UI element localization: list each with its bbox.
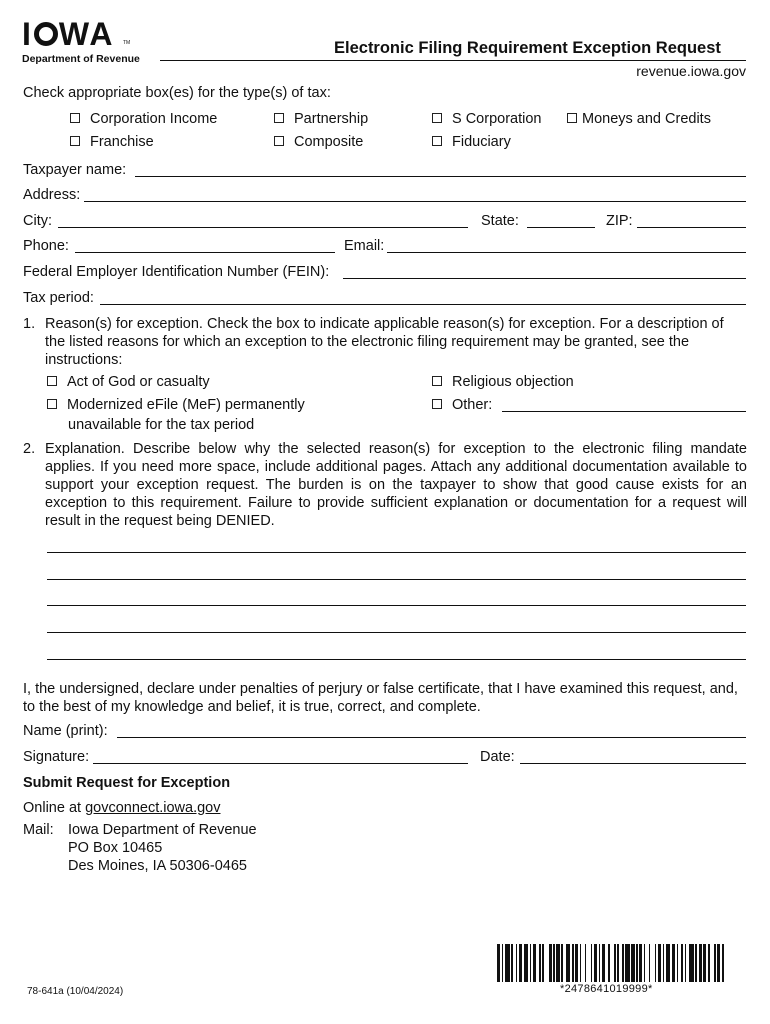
explanation-line-5[interactable]	[47, 659, 746, 660]
checkbox-act-of-god[interactable]: Act of God or casualty	[47, 375, 210, 390]
other-reason-field[interactable]	[502, 411, 746, 412]
checkbox-icon[interactable]	[70, 113, 80, 123]
checkbox-icon[interactable]	[274, 113, 284, 123]
checkbox-mef-unavailable[interactable]: Modernized eFile (MeF) permanently	[47, 398, 305, 413]
signature-field[interactable]	[93, 763, 468, 764]
city-label: City:	[23, 213, 52, 229]
mef-unavailable-line2: unavailable for the tax period	[68, 417, 255, 433]
name-print-field[interactable]	[117, 737, 746, 738]
state-field[interactable]	[527, 227, 595, 228]
explanation-line-1[interactable]	[47, 552, 746, 553]
address-field[interactable]	[84, 201, 746, 202]
checkbox-religious-objection[interactable]: Religious objection	[432, 375, 574, 390]
logo-letter-i: I	[22, 16, 33, 52]
email-field[interactable]	[387, 252, 746, 253]
checkbox-icon[interactable]	[432, 136, 442, 146]
taxpayer-name-label: Taxpayer name:	[23, 162, 127, 178]
form-number: 78-641a (10/04/2024)	[27, 986, 124, 997]
section-2-number: 2.	[23, 441, 36, 457]
header-rule	[160, 60, 746, 61]
checkbox-composite[interactable]: Composite	[274, 135, 363, 150]
department-name: Department of Revenue	[22, 53, 140, 65]
checkbox-icon[interactable]	[70, 136, 80, 146]
section-1-number: 1.	[23, 316, 36, 332]
mail-address-line-2: PO Box 10465	[68, 840, 163, 856]
checkbox-icon[interactable]	[47, 399, 57, 409]
submit-heading: Submit Request for Exception	[23, 775, 231, 791]
govconnect-link[interactable]: govconnect.iowa.gov	[85, 800, 221, 816]
explanation-line-4[interactable]	[47, 632, 746, 633]
date-field[interactable]	[520, 763, 746, 764]
zip-label: ZIP:	[606, 213, 633, 229]
date-label: Date:	[480, 749, 515, 765]
zip-field[interactable]	[637, 227, 746, 228]
city-field[interactable]	[58, 227, 468, 228]
logo-letters-wa: WA	[58, 16, 115, 52]
checkbox-icon[interactable]	[274, 136, 284, 146]
checkbox-fiduciary[interactable]: Fiduciary	[432, 135, 511, 150]
checkbox-icon[interactable]	[432, 113, 442, 123]
checkbox-icon[interactable]	[567, 113, 577, 123]
checkbox-moneys-and-credits[interactable]: Moneys and Credits	[567, 112, 711, 127]
fein-field[interactable]	[343, 278, 746, 279]
taxpayer-name-field[interactable]	[135, 176, 746, 177]
website: revenue.iowa.gov	[636, 63, 746, 79]
section-1-text: Reason(s) for exception. Check the box to indicate applicable reason(s) for exception. For a description of the listed reasons for which an exception to the electronic filing requirement may be granted, see the instructions:	[45, 316, 724, 368]
checkbox-s-corporation[interactable]: S Corporation	[432, 112, 541, 127]
checkbox-other[interactable]: Other:	[432, 398, 492, 413]
checkbox-icon[interactable]	[432, 399, 442, 409]
logo-o-circle-icon	[34, 22, 58, 46]
name-print-label: Name (print):	[23, 723, 108, 739]
phone-label: Phone:	[23, 238, 69, 254]
tax-period-label: Tax period:	[23, 290, 94, 306]
phone-field[interactable]	[75, 252, 335, 253]
online-prefix: Online at	[23, 800, 86, 816]
checkbox-partnership[interactable]: Partnership	[274, 112, 368, 127]
form-title: Electronic Filing Requirement Exception Request	[334, 39, 721, 57]
explanation-line-3[interactable]	[47, 605, 746, 606]
tax-type-prompt: Check appropriate box(es) for the type(s) of tax:	[23, 85, 331, 101]
barcode-bar	[724, 944, 727, 982]
iowa-logo	[22, 18, 114, 50]
logo-trademark: TM	[123, 40, 131, 46]
checkbox-icon[interactable]	[47, 376, 57, 386]
checkbox-franchise[interactable]: Franchise	[70, 135, 154, 150]
section-2-text: Explanation. Describe below why the selected reason(s) for exception to the electronic filing mandate applies. If you need more space, include additional pages. Attach any additional documentation available to support your exception request. The burden is on the taxpayer to show that good cause exists for an exception to this requirement. Failure to provide sufficient explanation or documentation for a request will result in the request being DENIED.	[45, 441, 747, 529]
explanation-line-2[interactable]	[47, 579, 746, 580]
mail-address-line-3: Des Moines, IA 50306-0465	[68, 858, 247, 874]
barcode	[497, 944, 727, 982]
address-label: Address:	[23, 187, 81, 203]
checkbox-icon[interactable]	[432, 376, 442, 386]
declaration-text: I, the undersigned, declare under penalties of perjury or false certificate, that I have examined this request, and, to the best of my knowledge and belief, it is true, correct, and complete.	[23, 681, 738, 715]
state-label: State:	[481, 213, 519, 229]
email-label: Email:	[344, 238, 385, 254]
mail-label: Mail:	[23, 822, 54, 838]
barcode-number: *2478641019999*	[560, 983, 653, 995]
tax-period-field[interactable]	[100, 304, 746, 305]
checkbox-corporation-income[interactable]: Corporation Income	[70, 112, 217, 127]
fein-label: Federal Employer Identification Number (FEIN):	[23, 264, 330, 280]
mail-address-line-1: Iowa Department of Revenue	[68, 822, 257, 838]
signature-label: Signature:	[23, 749, 90, 765]
online-submit	[23, 801, 221, 816]
